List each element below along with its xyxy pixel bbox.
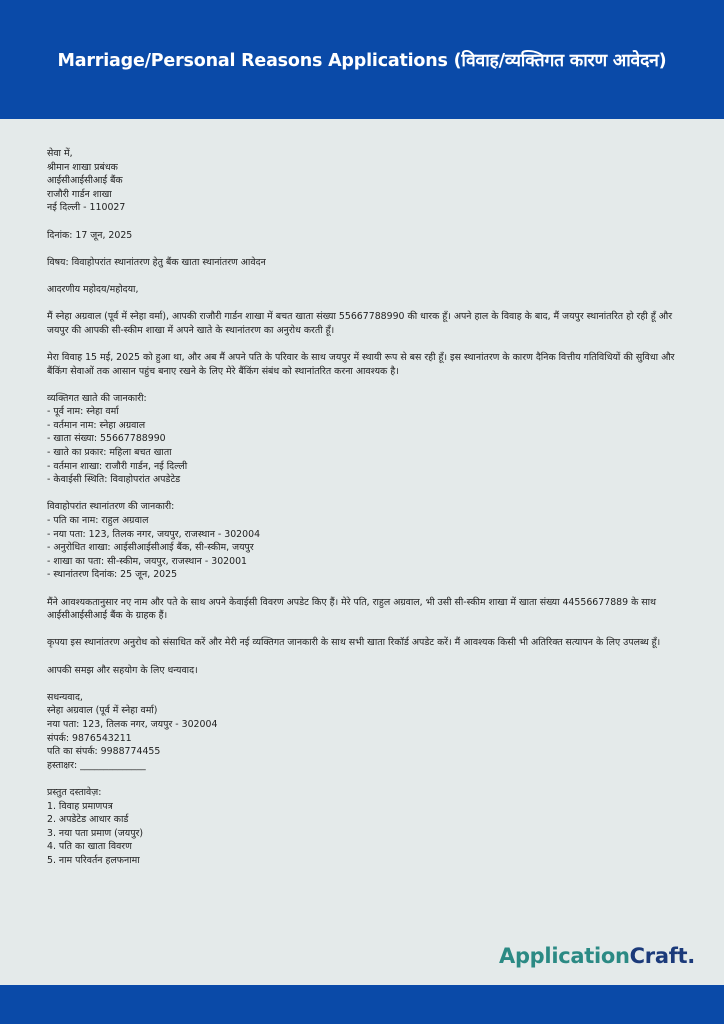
address-line: आईसीआईसीआई बैंक bbox=[47, 175, 123, 187]
brand-logo-part2: Craft. bbox=[629, 944, 695, 968]
list-item: - शाखा का पता: सी-स्कीम, जयपुर, राजस्थान - 302001 bbox=[47, 555, 248, 567]
brand-logo-part1: Application bbox=[499, 944, 630, 968]
transfer-info-list bbox=[47, 514, 677, 582]
footer-bar bbox=[0, 985, 724, 1024]
letter-date: दिनांक: 17 जून, 2025 bbox=[47, 229, 133, 241]
list-item: - स्थानांतरण दिनांक: 25 जून, 2025 bbox=[47, 569, 178, 581]
signoff-line: स्नेहा अग्रवाल (पूर्व में स्नेहा वर्मा) bbox=[47, 705, 158, 717]
address-line: सेवा में, bbox=[47, 148, 73, 159]
signoff-line: नया पता: 123, तिलक नगर, जयपुर - 302004 bbox=[47, 718, 218, 730]
account-info-list bbox=[47, 405, 677, 487]
list-item: - नया पता: 123, तिलक नगर, जयपुर, राजस्थान - 302004 bbox=[47, 528, 261, 540]
letter-subject: विषय: विवाहोपरांत स्थानांतरण हेतु बैंक खाता स्थानांतरण आवेदन bbox=[47, 256, 266, 268]
letter-body bbox=[47, 147, 677, 867]
list-item: - केवाईसी स्थिति: विवाहोपरांत अपडेटेड bbox=[47, 474, 181, 486]
account-info-heading: व्यक्तिगत खाते की जानकारी: bbox=[47, 392, 147, 404]
thanks-line: आपकी समझ और सहयोग के लिए धन्यवाद। bbox=[47, 664, 198, 676]
page-title: Marriage/Personal Reasons Applications (विवाह/व्यक्तिगत कारण आवेदन) bbox=[57, 50, 667, 71]
list-item: - अनुरोधित शाखा: आईसीआईसीआई बैंक, सी-स्कीम, जयपुर bbox=[47, 542, 254, 554]
address-line: राजौरी गार्डन शाखा bbox=[47, 188, 112, 200]
paragraph-reason: मेरा विवाह 15 मई, 2025 को हुआ था, और अब मैं अपने पति के परिवार के साथ जयपुर में स्थायी रूप से बस रही हूँ। इस स्थानांतरण के कारण दैनिक वित्तीय गतिविधियों की सुविधा और बैंकिंग सेवाओं तक आसान पहुंच बनाए रखने के लिए मेरे बैंकिंग संबंध को स्थानांतरित करना आवश्यक है। bbox=[47, 351, 675, 377]
signature-line: हस्ताक्षर: ______________ bbox=[47, 759, 146, 771]
list-item: - खाते का प्रकार: महिला बचत खाता bbox=[47, 447, 172, 459]
list-item: - वर्तमान शाखा: राजौरी गार्डन, नई दिल्ली bbox=[47, 460, 188, 472]
brand-logo bbox=[499, 944, 695, 968]
list-item: - पूर्व नाम: स्नेहा वर्मा bbox=[47, 406, 119, 418]
documents-heading: प्रस्तुत दस्तावेज़: bbox=[47, 786, 102, 798]
salutation: आदरणीय महोदय/महोदया, bbox=[47, 283, 139, 295]
transfer-info-heading: विवाहोपरांत स्थानांतरण की जानकारी: bbox=[47, 501, 175, 513]
recipient-address bbox=[47, 147, 677, 215]
header-banner bbox=[0, 0, 724, 119]
list-item: - वर्तमान नाम: स्नेहा अग्रवाल bbox=[47, 419, 146, 431]
address-line: श्रीमान शाखा प्रबंधक bbox=[47, 161, 118, 173]
documents-list bbox=[47, 800, 677, 868]
address-line: नई दिल्ली - 110027 bbox=[47, 202, 126, 214]
paragraph-request: कृपया इस स्थानांतरण अनुरोध को संसाधित करें और मेरी नई व्यक्तिगत जानकारी के साथ सभी खाता रिकॉर्ड अपडेट करें। मैं आवश्यक किसी भी अतिरिक्त सत्यापन के लिए उपलब्ध हूँ। bbox=[47, 637, 661, 649]
list-item: 5. नाम परिवर्तन हलफनामा bbox=[47, 854, 140, 866]
signoff-line: सधन्यवाद, bbox=[47, 691, 83, 703]
signoff-line: पति का संपर्क: 9988774455 bbox=[47, 746, 161, 758]
signoff-line: संपर्क: 9876543211 bbox=[47, 732, 132, 744]
list-item: - खाता संख्या: 55667788990 bbox=[47, 433, 166, 445]
paragraph-kyc: मैंने आवश्यकतानुसार नए नाम और पते के साथ अपने केवाईसी विवरण अपडेट किए हैं। मेरे पति, राहुल अग्रवाल, भी उसी सी-स्कीम शाखा में खाता संख्या 44556677889 के साथ आईसीआईसीआई बैंक के ग्राहक हैं। bbox=[47, 596, 657, 622]
signoff-block bbox=[47, 691, 677, 773]
list-item: 4. पति का खाता विवरण bbox=[47, 841, 132, 853]
list-item: 3. नया पता प्रमाण (जयपुर) bbox=[47, 827, 144, 839]
list-item: 2. अपडेटेड आधार कार्ड bbox=[47, 814, 129, 826]
paragraph-intro: मैं स्नेहा अग्रवाल (पूर्व में स्नेहा वर्मा), आपकी राजौरी गार्डन शाखा में बचत खाता संख्या 55667788990 की धारक हूँ। अपने हाल के विवाह के बाद, मैं जयपुर स्थानांतरित हो रही हूँ और जयपुर की आपकी सी-स्कीम शाखा में अपने खाते के स्थानांतरण का अनुरोध करती हूँ। bbox=[47, 311, 673, 336]
list-item: 1. विवाह प्रमाणपत्र bbox=[47, 800, 113, 812]
list-item: - पति का नाम: राहुल अग्रवाल bbox=[47, 515, 149, 527]
